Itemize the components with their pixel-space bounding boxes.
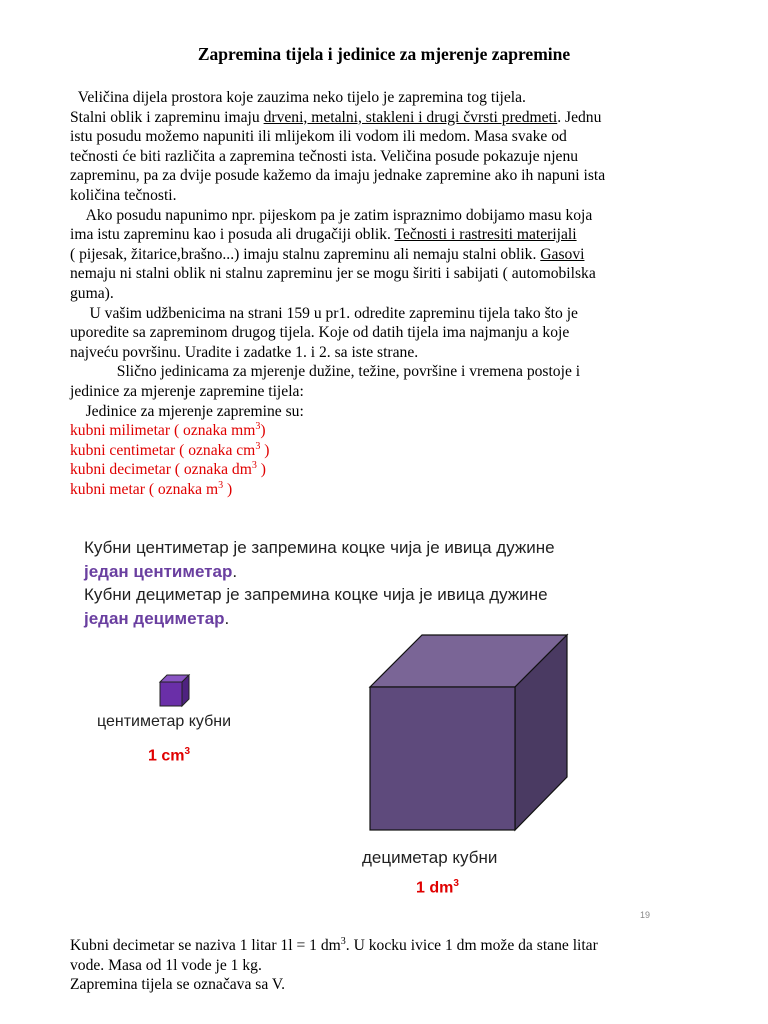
text-line: zapreminu, pa za dvije posude kažemo da imaju jednake zapremine ako ih napuni ista: [70, 167, 606, 185]
text-span: Stalni oblik i zapreminu imaju: [70, 108, 264, 126]
text-line: [70, 108, 710, 128]
text-line: [70, 402, 710, 422]
text-line: vode. Masa od 1l vode je 1 kg.: [70, 956, 262, 974]
underlined-text: Tečnosti i rastresiti materijali: [394, 226, 577, 244]
text-span: Slično jedinicama za mjerenje dužine, težine, površine i vremena postoje i: [116, 363, 581, 381]
text-line: Zapremina tijela se označava sa V.: [70, 976, 286, 994]
text-line: tečnosti će biti različita a zapremina tečnosti ista. Veličina posude pokazuje njenu: [70, 147, 579, 165]
text-line: istu posudu možemo napuniti ili mlijekom ili vodom ili medom. Masa svake od: [70, 128, 567, 146]
unit-item-cm3: kubni centimetar ( oznaka $cm^3$ ): [70, 440, 270, 459]
text-line: nemaju ni stalni oblik ni stalnu zapreminu jer se mogu širiti i sabijati ( automobilska: [70, 265, 596, 283]
text-span: ima istu zapreminu kao i posuda ali drugačiji oblik.: [70, 226, 395, 244]
unit-item-dm3: kubni decimetar ( oznaka $dm^3$ ): [70, 460, 266, 479]
text-line: Кубни дециметар је запремина коцке чија је ивица дужине: [84, 585, 548, 604]
text-span: ( pijesak, žitarice,brašno...) imaju stalnu zapreminu ali nemaju stalni oblik.: [70, 245, 541, 263]
underlined-text: Gasovi: [540, 245, 585, 263]
text-span: Ako posudu napunimo npr. pijeskom pa je zatim ispraznimo dobijamo masu koja: [85, 206, 593, 224]
text-line: količina tečnosti.: [70, 186, 177, 204]
cube-front-face: [160, 682, 182, 706]
underlined-text: drveni, metalni, stakleni i drugi čvrsti predmeti: [263, 108, 558, 126]
page-title: Zapremina tijela i jedinice za mjerenje zapremine: [197, 44, 571, 64]
intro-text: [70, 88, 710, 499]
page-number: 19: [640, 910, 651, 920]
unit-item-m3: kubni metar ( oznaka $m^3$ ): [70, 479, 233, 498]
text-line: [70, 245, 710, 265]
text-span: Veličina dijela prostora koje zauzima neko tijelo je zapremina tog tijela.: [77, 89, 526, 106]
text-line: [70, 362, 710, 382]
text-line: Кубни центиметар је запремина коцке чија је ивица дужине: [84, 538, 555, 557]
big-cube-illustration: [368, 633, 570, 833]
text-span: . Jednu: [557, 108, 602, 126]
text-line: jedinice za mjerenje zapremine tijela:: [70, 382, 304, 400]
text-line: guma).: [70, 284, 114, 302]
text-line: [70, 225, 710, 245]
bottom-text: [70, 936, 720, 995]
text-line: [70, 206, 710, 226]
small-cube-illustration: [158, 674, 192, 708]
text-line: uporedite sa zapreminom drugog tijela. Koje od datih tijela ima najmanju a koje: [70, 324, 570, 342]
big-cube-caption: дециметар кубни: [362, 848, 498, 867]
unit-item-mm3: kubni milimetar ( oznaka $mm^3$): [70, 420, 266, 440]
text-line: najveću površinu. Uradite i zadatke 1. i 2. sa iste strane.: [70, 343, 419, 361]
text-span: U vašim udžbenicima na strani 159 u pr1. odredite zapreminu tijela tako što je: [89, 304, 578, 322]
highlight-text: један дециметар: [84, 608, 225, 628]
text-line: [70, 88, 710, 108]
text-line: [70, 304, 710, 324]
text-line: један дециметар.: [84, 608, 230, 628]
big-cube-unit: 1 $dm^3$: [416, 878, 459, 897]
small-cube-caption: центиметар кубни: [97, 713, 232, 730]
text-span: Jedinice za mjerenje zapremine su:: [85, 402, 304, 420]
highlight-text: један центиметар: [84, 561, 233, 581]
text-line: један центиметар.: [84, 561, 238, 581]
small-cube-unit: 1 $cm^3$: [148, 746, 191, 765]
text-line: Kubni decimetar se naziva 1 litar 1l = 1 $dm^3$. U kocku ivice 1 dm može da stane litar: [70, 935, 598, 954]
cyrillic-definitions: [84, 536, 555, 630]
cube-front-face: [370, 687, 515, 830]
